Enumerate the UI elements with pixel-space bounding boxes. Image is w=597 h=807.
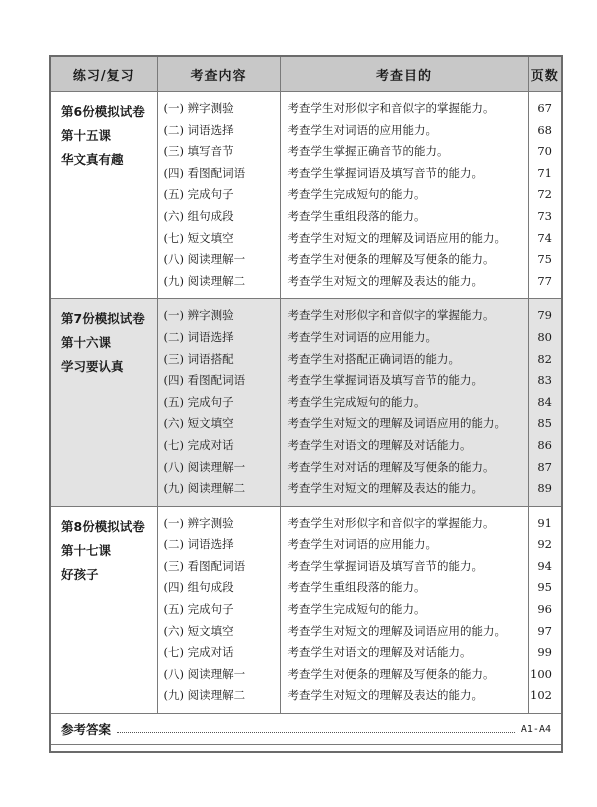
exercise-purpose: 考查学生重组段落的能力。	[287, 580, 426, 595]
exercise-content: (一) 辨字测验	[163, 101, 234, 115]
exercise-content: (六) 短文填空	[163, 416, 234, 431]
section-row	[51, 506, 561, 713]
page-number: 84	[537, 394, 552, 409]
page-number: 86	[537, 437, 552, 452]
page-number: 99	[537, 645, 552, 660]
exercise-content: (三) 填写音节	[163, 144, 234, 159]
exercise-purpose-cell	[280, 299, 528, 506]
page-number: 102	[530, 688, 552, 703]
page-number: 87	[537, 459, 552, 474]
exercise-purpose: 考查学生对短文的理解及表达的能力。	[287, 481, 483, 496]
exercise-purpose: 考查学生完成短句的能力。	[287, 602, 426, 617]
section-title-line: 华文真有趣	[61, 152, 124, 167]
leader-dots	[117, 731, 515, 733]
exercise-purpose: 考查学生对词语的应用能力。	[287, 537, 437, 552]
exercise-content-cell	[157, 506, 280, 713]
exercise-purpose: 考查学生对词语的应用能力。	[287, 122, 437, 137]
exercise-purpose: 考查学生对语文的理解及对话能力。	[287, 437, 472, 452]
section-title-cell	[51, 506, 157, 713]
exercise-purpose: 考查学生掌握正确音节的能力。	[287, 144, 449, 159]
exercise-content: (四) 看图配词语	[163, 165, 246, 180]
page-number: 92	[537, 537, 552, 552]
header-practice: 练习/复习	[51, 57, 157, 92]
contents-table-frame	[49, 55, 563, 753]
answer-cell	[51, 714, 561, 745]
section-title-cell	[51, 92, 157, 299]
page-number: 67	[537, 101, 552, 115]
page-number: 100	[530, 666, 552, 681]
exercise-content: (六) 组句成段	[163, 208, 234, 223]
exercise-content: (二) 词语选择	[163, 122, 234, 137]
exercise-purpose: 考查学生对语文的理解及对话能力。	[287, 645, 472, 660]
answer-row	[51, 714, 561, 745]
exercise-content: (九) 阅读理解二	[163, 273, 246, 288]
exercise-content: (五) 完成句子	[163, 602, 234, 617]
exercise-purpose: 考查学生掌握词语及填写音节的能力。	[287, 558, 483, 573]
page-number: 74	[537, 230, 552, 245]
exercise-purpose: 考查学生对短文的理解及词语应用的能力。	[287, 623, 506, 638]
section-title-line: 第十六课	[61, 335, 112, 351]
exercise-content: (七) 完成对话	[163, 645, 234, 660]
section-title-line: 第7份模拟试卷	[61, 311, 145, 327]
exercise-content: (九) 阅读理解二	[163, 688, 246, 703]
exercise-purpose: 考查学生对短文的理解及表达的能力。	[287, 273, 483, 288]
page-number: 85	[537, 416, 552, 431]
page-number: 82	[537, 351, 552, 366]
page-number: 96	[537, 602, 552, 617]
exercise-purpose: 考查学生对搭配正确词语的能力。	[287, 351, 460, 366]
exercise-purpose: 考查学生对便条的理解及写便条的能力。	[287, 252, 495, 267]
exercise-content: (三) 词语搭配	[163, 351, 234, 366]
exercise-content: (七) 短文填空	[163, 230, 234, 245]
exercise-purpose: 考查学生对对话的理解及写便条的能力。	[287, 459, 495, 474]
page-number: 79	[537, 308, 552, 323]
contents-table	[51, 57, 561, 745]
section-title-line: 第十七课	[61, 542, 112, 558]
page-number: 72	[537, 187, 552, 202]
page-number: 71	[537, 165, 552, 180]
section-title-line: 第6份模拟试卷	[61, 104, 145, 119]
exercise-purpose: 考查学生对短文的理解及表达的能力。	[287, 688, 483, 703]
exercise-purpose: 考查学生掌握词语及填写音节的能力。	[287, 373, 483, 388]
page-number: 94	[537, 558, 552, 573]
section-title-cell	[51, 299, 157, 506]
answer-pages: A1-A4	[520, 723, 551, 735]
section-title-line: 第8份模拟试卷	[61, 518, 145, 534]
page-number-cell	[528, 299, 561, 506]
page-number: 70	[537, 144, 552, 159]
section-title-line: 第十五课	[61, 128, 112, 143]
exercise-content: (八) 阅读理解一	[163, 252, 246, 267]
exercise-content: (五) 完成句子	[163, 187, 234, 202]
exercise-content: (九) 阅读理解二	[163, 481, 246, 496]
exercise-content: (八) 阅读理解一	[163, 459, 246, 474]
exercise-purpose: 考查学生完成短句的能力。	[287, 394, 426, 409]
page-number-cell	[528, 92, 561, 299]
exercise-purpose: 考查学生对短文的理解及词语应用的能力。	[287, 230, 506, 245]
exercise-content: (三) 看图配词语	[163, 558, 246, 573]
sections-body	[51, 92, 561, 714]
section-title-line: 好孩子	[61, 566, 99, 582]
page-number: 80	[537, 329, 552, 344]
exercise-purpose: 考查学生对词语的应用能力。	[287, 329, 437, 344]
exercise-content: (四) 看图配词语	[163, 373, 246, 388]
header-pages: 页数	[528, 57, 561, 92]
page-number-cell	[528, 506, 561, 713]
exercise-purpose: 考查学生对形似字和音似字的掌握能力。	[287, 101, 495, 115]
answer-label: 参考答案	[61, 722, 112, 738]
exercise-content: (七) 完成对话	[163, 437, 234, 452]
exercise-content: (八) 阅读理解一	[163, 666, 246, 681]
exercise-purpose: 考查学生重组段落的能力。	[287, 208, 426, 223]
page-number: 73	[537, 208, 552, 223]
exercise-content: (二) 词语选择	[163, 537, 234, 552]
exercise-purpose: 考查学生对便条的理解及写便条的能力。	[287, 666, 495, 681]
exercise-content: (一) 辨字测验	[163, 515, 234, 530]
exercise-content: (四) 组句成段	[163, 580, 234, 595]
exercise-purpose: 考查学生对形似字和音似字的掌握能力。	[287, 515, 495, 530]
page-number: 91	[537, 515, 552, 530]
section-row	[51, 299, 561, 506]
exercise-content-cell	[157, 92, 280, 299]
page-number: 75	[537, 252, 552, 267]
section-title-line: 学习要认真	[61, 359, 124, 375]
exercise-content: (六) 短文填空	[163, 623, 234, 638]
page-number: 95	[537, 580, 552, 595]
exercise-purpose: 考查学生完成短句的能力。	[287, 187, 426, 202]
exercise-content: (一) 辨字测验	[163, 308, 234, 323]
exercise-content: (五) 完成句子	[163, 394, 234, 409]
page-number: 68	[537, 122, 552, 137]
page-number: 89	[537, 481, 552, 496]
page-number: 97	[537, 623, 552, 638]
exercise-purpose: 考查学生对短文的理解及词语应用的能力。	[287, 416, 506, 431]
header-content: 考查内容	[157, 57, 280, 92]
exercise-purpose: 考查学生掌握词语及填写音节的能力。	[287, 165, 483, 180]
exercise-purpose: 考查学生对形似字和音似字的掌握能力。	[287, 308, 495, 323]
section-row	[51, 92, 561, 299]
header-purpose: 考查目的	[280, 57, 528, 92]
exercise-purpose-cell	[280, 92, 528, 299]
header-row	[51, 57, 561, 92]
exercise-purpose-cell	[280, 506, 528, 713]
exercise-content: (二) 词语选择	[163, 329, 234, 344]
page-number: 83	[537, 373, 552, 388]
page-number: 77	[537, 273, 552, 288]
exercise-content-cell	[157, 299, 280, 506]
